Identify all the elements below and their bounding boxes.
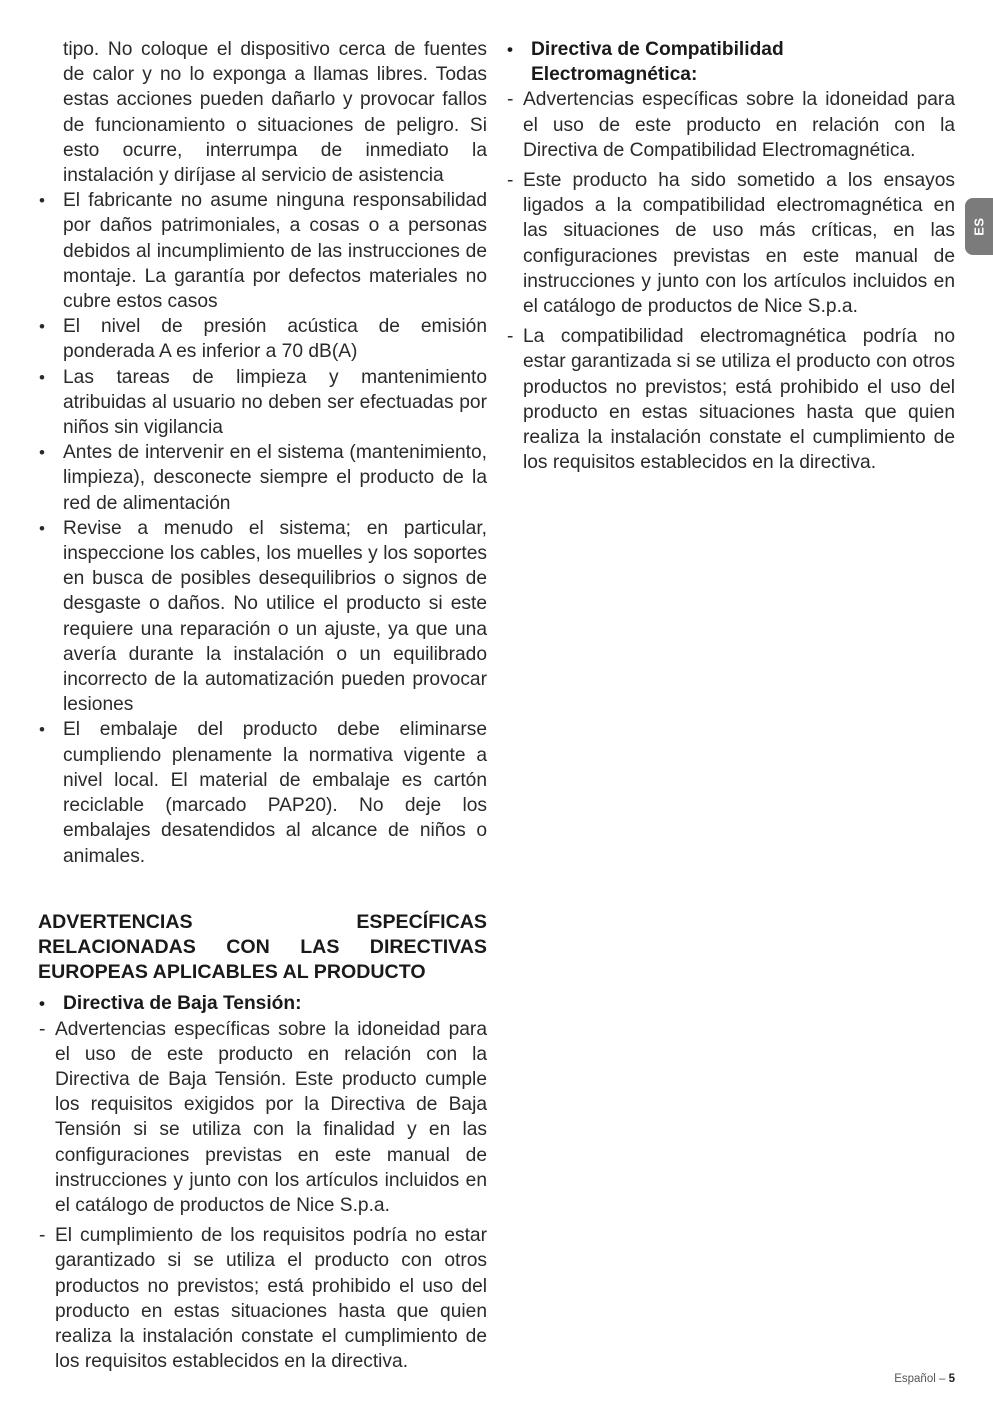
list-item-text: Antes de intervenir en el sistema (mantenimiento, limpieza), desconecte siempre el producto de la red de alimentación <box>63 442 487 514</box>
dash-icon: - <box>507 170 514 192</box>
low-voltage-dash-list <box>38 1017 487 1375</box>
dash-icon: - <box>507 89 514 111</box>
footer-language: Español <box>894 1373 936 1385</box>
list-item <box>506 87 955 163</box>
bullet-icon: • <box>507 40 513 59</box>
right-column <box>506 37 955 480</box>
bullet-icon: • <box>39 720 45 740</box>
list-item-text: Revise a menudo el sistema; en particular, inspeccione los cables, los muelles y los soportes en busca de posibles desequilibrios o signos de desgaste o daños. No utilice el producto si este requiere una reparación o un ajuste, ya que una avería durante la instalación o un equilibrado incorrecto de la automatización pueden provocar lesiones <box>63 517 487 716</box>
list-item-text: Advertencias específicas sobre la idoneidad para el uso de este producto en relación con la Directiva de Baja Tensión. Este producto cumple los requisitos exigidos por la Directiva de Baja Tensión si se utiliza con la finalidad y en las configuraciones previstas en este manual de instrucciones y junto con los artículos incluidos en el catálogo de productos de Nice S.p.a. <box>55 1018 487 1216</box>
continuation-paragraph: tipo. No coloque el dispositivo cerca de fuentes de calor y no lo exponga a llamas libres. Todas estas acciones pueden dañarlo y provocar fallos de funcionamiento o situaciones de peligro. Si esto ocurre, interrumpa de inmediato la instalación y diríjase al servicio de asistencia <box>63 39 487 187</box>
language-tab <box>965 198 993 255</box>
list-item <box>38 440 487 516</box>
bullet-icon: • <box>39 317 45 337</box>
list-item-text: El embalaje del producto debe eliminarse cumpliendo plenamente la normativa vigente a nivel local. El material de embalaje es cartón reciclable (marcado PAP20). No deje los embalajes desatendidos al alcance de niños o animales. <box>63 719 487 867</box>
footer-separator: – <box>938 1373 946 1385</box>
directive-title-text: Directiva de Baja Tensión: <box>63 993 302 1015</box>
list-item <box>38 717 487 868</box>
list-item <box>38 1017 487 1219</box>
list-item-text: El fabricante no asume ninguna responsabilidad por daños patrimoniales, a cosas o a personas debidos al incumplimiento de las instrucciones de montaje. La garantía por defectos materiales no cubre estos casos <box>63 190 487 313</box>
list-item <box>506 324 955 475</box>
list-item-text: La compatibilidad electromagnética podría no estar garantizada si se utiliza el producto con otros productos no previstos; está prohibido el uso del producto en estas situaciones hasta que quien realiza la instalación constate el cumplimiento de los requisitos establecidos en la directiva. <box>523 326 955 474</box>
emc-directive-title <box>506 37 955 87</box>
page-number: 5 <box>948 1373 955 1385</box>
list-item <box>38 365 487 441</box>
language-tab-label: ES <box>971 217 987 236</box>
left-column <box>38 37 487 1379</box>
list-item <box>38 314 487 364</box>
list-item <box>38 516 487 718</box>
bullet-icon: • <box>39 367 45 387</box>
safety-bullet-list <box>38 188 487 868</box>
list-item-text: El cumplimiento de los requisitos podría no estar garantizado si se utiliza el producto con otros productos no previstos; está prohibido el uso del producto en estas situaciones hasta que quien realiza la instalación constate el cumplimiento de los requisitos establecidos en la directiva. <box>55 1225 487 1373</box>
section-heading: ADVERTENCIAS ESPECÍFICAS RELACIONADAS CON LAS DIRECTIVAS EUROPEAS APLICABLES AL PRODUCTO <box>38 910 487 984</box>
list-item-text: Las tareas de limpieza y mantenimiento atribuidas al usuario no deben ser efectuadas por niños sin vigilancia <box>63 366 487 439</box>
list-item <box>38 188 487 314</box>
dash-icon: - <box>39 1018 46 1040</box>
emc-dash-list <box>506 87 955 475</box>
list-item-text: Este producto ha sido sometido a los ensayos ligados a la compatibilidad electromagnética en las situaciones de uso más críticas, en las configuraciones previstas en este manual de instrucciones y junto con los artículos incluidos en el catálogo de productos de Nice S.p.a. <box>523 170 955 318</box>
bullet-icon: • <box>39 191 45 211</box>
bullet-icon: • <box>39 443 45 463</box>
list-item-text: El nivel de presión acústica de emisión ponderada A es inferior a 70 dB(A) <box>63 316 487 363</box>
list-item-text: Advertencias específicas sobre la idoneidad para el uso de este producto en relación con la Directiva de Compatibilidad Electromagnética. <box>523 89 955 161</box>
list-item <box>506 168 955 319</box>
dash-icon: - <box>39 1225 46 1247</box>
list-item <box>38 1223 487 1374</box>
bullet-icon: • <box>39 518 45 538</box>
dash-icon: - <box>507 326 514 348</box>
low-voltage-directive-title <box>38 991 487 1016</box>
directive-title-text: Directiva de Compatibilidad Electromagnética: <box>531 39 784 86</box>
page-footer <box>894 1372 955 1386</box>
bullet-icon: • <box>39 994 45 1014</box>
